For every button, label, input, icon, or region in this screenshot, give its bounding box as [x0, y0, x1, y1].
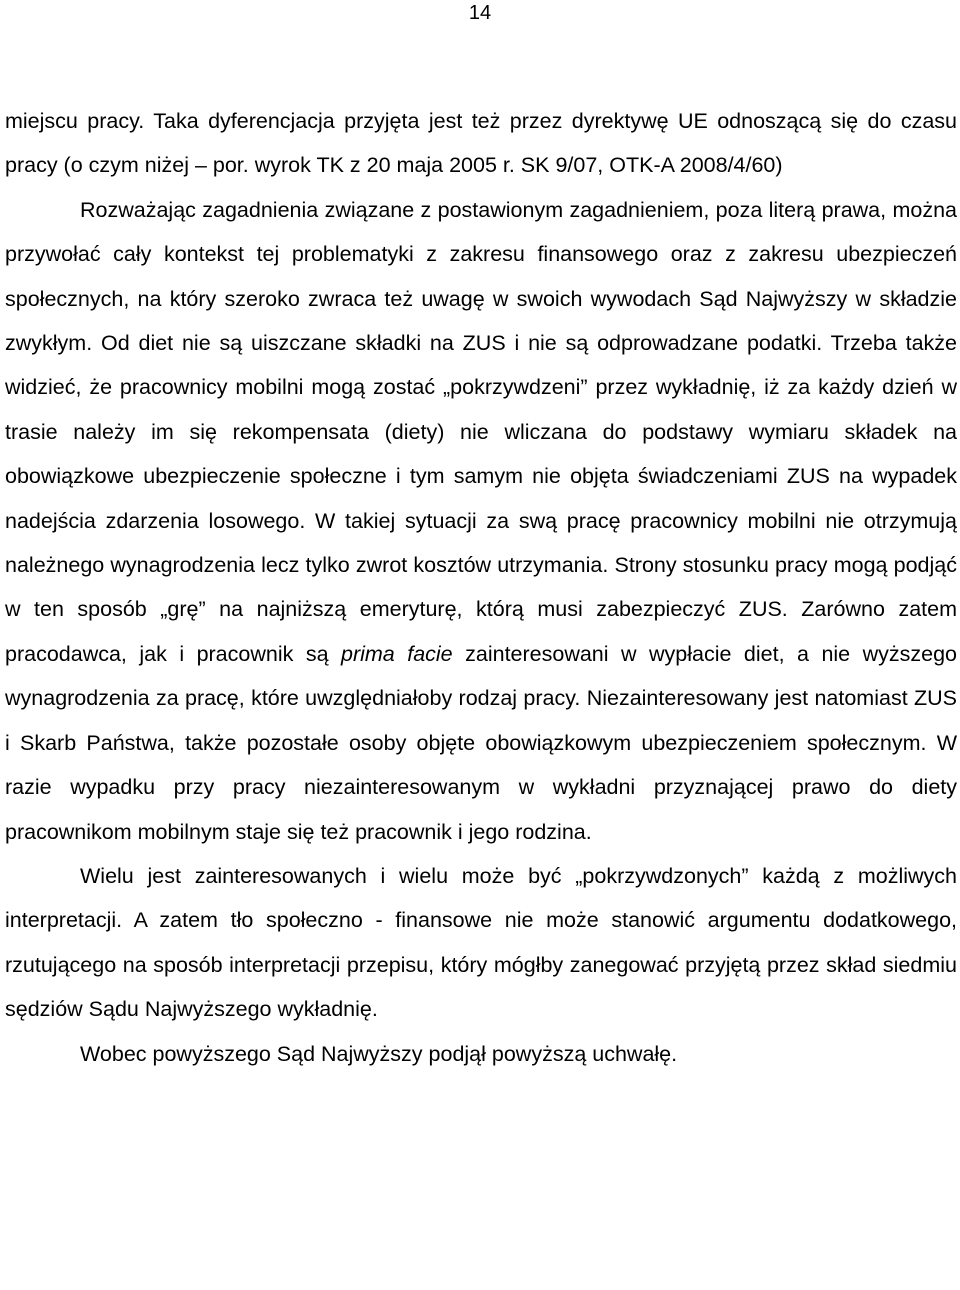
paragraph-conclusion: Wobec powyższego Sąd Najwyższy podjął powyższą uchwałę.	[80, 1041, 678, 1066]
paragraph-text-part-1: Rozważając zagadnienia związane z postawionym zagadnieniem, poza literą prawa, można przywołać cały kontekst tej problematyki z zakresu finansowego oraz z zakresu ubezpieczeń społecznych, na który szeroko zwraca też uwagę w swoich wywodach Sąd Najwyższy w składzie zwykłym. Od diet nie są uiszczane składki na ZUS i nie są odprowadzane podatki. Trzeba także widzieć, że pracownicy mobilni mogą zostać „pokrzywdzeni” przez wykładnię, iż za każdy dzień w trasie należy im się rekompensata (diety) nie wliczana do podstawy wymiaru składek na obowiązkowe ubezpieczenie społeczne i tym samym nie objęta świadczeniami ZUS na wypadek nadejścia zdarzenia losowego. W takiej sytuacji za swą pracę pracownicy mobilni nie otrzymują należnego wynagrodzenia lecz tylko zwrot kosztów utrzymania. Strony stosunku pracy mogą podjąć w ten sposób „grę” na najniższą emeryturę, którą musi zabezpieczyć ZUS. Zarówno zatem pracodawca, jak i pracownik są	[5, 197, 957, 666]
document-body	[5, 99, 957, 1076]
paragraph-text-part-2: zainteresowani w wypłacie diet, a nie wyższego wynagrodzenia za pracę, które uwzględniałoby rodzaj pracy. Niezainteresowany jest natomiast ZUS i Skarb Państwa, także pozostałe osoby objęte obowiązkowym ubezpieczeniem społecznym. W razie wypadku przy pracy niezainteresowanym w wykładni przyznającej prawo do diety pracownikom mobilnym staje się też pracownik i jego rodzina.	[5, 641, 958, 844]
page-number: 14	[468, 2, 492, 24]
paragraph-continuation: miejscu pracy. Taka dyferencjacja przyjęta jest też przez dyrektywę UE odnoszącą się do czasu pracy (o czym niżej – por. wyrok TK z 20 maja 2005 r. SK 9/07, OTK-A 2008/4/60)	[5, 109, 957, 178]
paragraph-financial-context	[5, 188, 957, 854]
italic-phrase: prima facie	[341, 641, 453, 666]
paragraph-interpretations: Wielu jest zainteresowanych i wielu może być „pokrzywdzonych” każdą z możliwych interpretacji. A zatem tło społeczno - finansowe nie może stanowić argumentu dodatkowego, rzutującego na sposób interpretacji przepisu, który mógłby zanegować przyjętą przez skład siedmiu sędziów Sądu Najwyższego wykładnię.	[5, 863, 957, 1022]
